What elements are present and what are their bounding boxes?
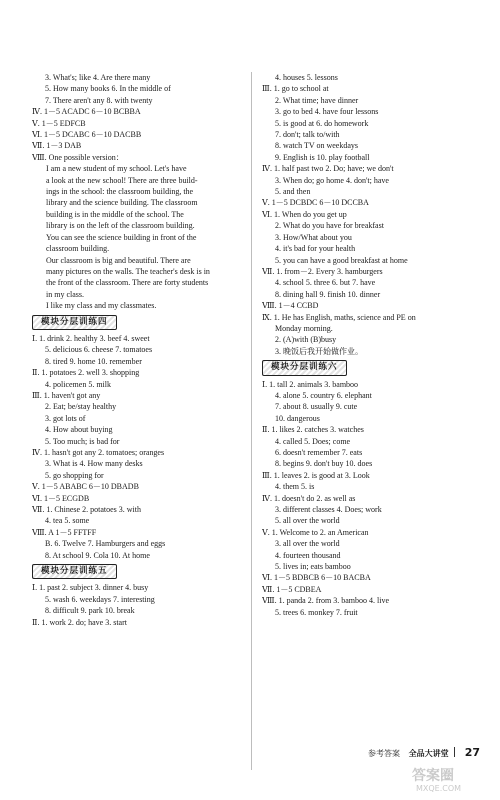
essay-line: library is on the left of the classroom building. — [46, 221, 195, 231]
answer-subline: 5. lives in; eats bamboo — [275, 562, 351, 572]
answer-line: Ⅱ. 1. work 2. do; have 3. start — [32, 617, 127, 627]
answer-line: Ⅲ. 1. haven't got any — [32, 390, 101, 400]
answer-subline: 4. them 5. is — [275, 482, 315, 492]
essay-line: I am a new student of my school. Let's have — [46, 164, 187, 174]
essay-line: the front of the classroom. There are forty students — [46, 278, 209, 288]
answer-line: Ⅲ. 1. leaves 2. is good at 3. Look — [262, 470, 370, 480]
essay-line: a look at the new school! There are three build- — [46, 175, 198, 185]
right-answer-column — [262, 72, 474, 618]
answer-subline: 4. tea 5. some — [45, 516, 90, 526]
watermark-title: 答案圈 — [412, 768, 454, 784]
essay-line: classroom building. — [46, 244, 110, 254]
answer-line: Ⅵ. 1－5 DCABC 6－10 DACBB — [32, 130, 142, 140]
answer-subline: 8. dining hall 9. finish 10. dinner — [275, 289, 381, 299]
answer-subline: 8. begins 9. don't buy 10. does — [275, 459, 373, 469]
page-footer — [300, 747, 480, 763]
answer-line: Ⅲ. 1. go to school at — [262, 84, 329, 94]
answer-subline: 7. There aren't any 8. with twenty — [45, 95, 153, 105]
answer-subline: 5. trees 6. monkey 7. fruit — [275, 607, 358, 617]
answer-subline: 4. policemen 5. milk — [45, 379, 111, 389]
answer-line: Ⅰ. 1. drink 2. healthy 3. beef 4. sweet — [32, 333, 150, 343]
answer-subline: 5. Too much; is bad for — [45, 436, 120, 446]
answer-subline: 4. school 5. three 6. but 7. have — [275, 278, 376, 288]
section-header: 模块分层训练四 — [32, 315, 117, 330]
answer-subline: 3. got lots of — [45, 413, 86, 423]
answer-subline: 3. all over the world — [275, 539, 340, 549]
section-header: 模块分层训练六 — [262, 360, 347, 375]
answer-subline: 2. (A)with (B)busy — [275, 335, 337, 345]
answer-subline: 8. At school 9. Cola 10. At home — [45, 550, 150, 560]
answer-line: Ⅴ. 1. Welcome to 2. an American — [262, 527, 369, 537]
answer-subline: 2. What time; have dinner — [275, 95, 359, 105]
answer-line: Ⅶ. 1－3 DAB — [32, 141, 82, 151]
essay-line: in my class. — [46, 289, 84, 299]
page-number: 27 — [464, 746, 480, 759]
watermark-url: MXQE.COM — [416, 784, 462, 793]
answer-subline: 5. is good at 6. do homework — [275, 118, 369, 128]
answer-subline: 3. When do; go home 4. don't; have — [275, 175, 389, 185]
essay-paragraph — [32, 300, 240, 311]
answer-subline: 7. about 8. usually 9. cute — [275, 402, 358, 412]
answer-subline: 5. and then — [275, 187, 311, 197]
answer-subline: 3. How/What about you — [275, 232, 352, 242]
answer-subline: 10. dangerous — [275, 413, 320, 423]
answer-line: Ⅷ. One possible version： — [32, 152, 124, 162]
essay-line: You can see the science building in front of the — [46, 232, 197, 242]
answer-subline: 8. watch TV on weekdays — [275, 141, 359, 151]
answer-subline: 5. all over the world — [275, 516, 340, 526]
essay-line: ings in the school: the classroom building, the — [46, 187, 194, 197]
answer-subline: 4. How about buying — [45, 425, 113, 435]
answer-subline: 2. What do you have for breakfast — [275, 221, 384, 231]
essay-paragraph — [32, 255, 240, 301]
answer-line: Ⅶ. 1－5 CDBEA — [262, 584, 322, 594]
answer-subline: 3. 晚饭后我开始做作业。 — [275, 346, 363, 356]
answer-line: Ⅱ. 1. likes 2. catches 3. watches — [262, 425, 364, 435]
answer-subline: 8. difficult 9. park 10. break — [45, 606, 135, 616]
answer-line: Ⅰ. 1. past 2. subject 3. dinner 4. busy — [32, 583, 149, 593]
watermark-logo — [410, 764, 488, 794]
answer-subline: 3. What's; like 4. Are there many — [45, 73, 151, 82]
answer-line: Ⅷ. A 1－5 FFTFF — [32, 527, 97, 537]
answer-line: Ⅵ. 1－5 BDBCB 6－10 BACBA — [262, 573, 371, 583]
answer-subline: 5. you can have a good breakfast at home — [275, 255, 408, 265]
answer-line: Ⅳ. 1. half past two 2. Do; have; we don't — [262, 164, 394, 174]
answer-subline: 4. fourteen thousand — [275, 550, 341, 560]
answer-subline: 3. What is 4. How many desks — [45, 459, 143, 469]
answer-line: Ⅰ. 1. tall 2. animals 3. bamboo — [262, 379, 359, 389]
answer-subline: Monday morning. — [275, 323, 333, 333]
essay-line: library and the science building. The classroom — [46, 198, 198, 208]
essay-line: building is in the middle of the school. The — [46, 209, 184, 219]
answer-subline: 5. delicious 6. cheese 7. tomatoes — [45, 345, 153, 355]
essay-line: Our classroom is big and beautiful. There are — [46, 255, 191, 265]
answer-line: Ⅷ. 1. panda 2. from 3. bamboo 4. live — [262, 596, 390, 606]
answer-subline: 7. don't; talk to/with — [275, 130, 340, 140]
answer-subline: 9. English is 10. play football — [275, 152, 370, 162]
answer-line: Ⅴ. 1－5 DCBDC 6－10 DCCBA — [262, 198, 369, 208]
answer-line: Ⅵ. 1. When do you get up — [262, 209, 347, 219]
section-header-row — [32, 561, 240, 582]
answer-line: Ⅱ. 1. potatoes 2. well 3. shopping — [32, 368, 140, 378]
answer-line: Ⅴ. 1－5 EDFCB — [32, 118, 86, 128]
answer-subline: 8. tired 9. home 10. remember — [45, 356, 142, 366]
footer-separator — [454, 747, 455, 757]
footer-label: 参考答案 — [368, 749, 401, 758]
answer-subline: 4. called 5. Does; come — [275, 436, 351, 446]
answer-line: Ⅳ. 1. doesn't do 2. as well as — [262, 493, 356, 503]
answer-line: Ⅶ. 1. from－2. Every 3. hamburgers — [262, 266, 383, 276]
answer-line: Ⅴ. 1－5 ABABC 6－10 DBADB — [32, 482, 139, 492]
footer-brand: 全品大讲堂 — [408, 749, 449, 758]
answer-subline: 3. go to bed 4. have four lessons — [275, 107, 379, 117]
section-header-row — [262, 357, 474, 378]
answer-subline: 4. houses 5. lessons — [275, 73, 338, 82]
answer-subline: 6. doesn't remember 7. eats — [275, 448, 363, 457]
answer-line: Ⅶ. 1. Chinese 2. potatoes 3. with — [32, 505, 141, 515]
answer-subline: 3. different classes 4. Does; work — [275, 505, 382, 515]
answer-subline: 5. wash 6. weekdays 7. interesting — [45, 594, 155, 604]
essay-line: many pictures on the walls. The teacher's desk is in — [46, 266, 210, 276]
answer-subline: B. 6. Twelve 7. Hamburgers and eggs — [45, 539, 166, 549]
answer-subline: 4. it's bad for your health — [275, 244, 356, 254]
answer-line: Ⅳ. 1. hasn't got any 2. tomatoes; oranges — [32, 448, 165, 457]
answer-line: Ⅷ. 1－4 CCBD — [262, 301, 319, 311]
essay-paragraph — [32, 163, 240, 254]
answer-subline: 5. go shopping for — [45, 470, 104, 480]
answer-subline: 2. Eat; be/stay healthy — [45, 402, 117, 412]
answer-line: Ⅳ. 1－5 ACADC 6－10 BCBBA — [32, 107, 141, 117]
section-header: 模块分层训练五 — [32, 564, 117, 579]
answer-subline: 4. alone 5. country 6. elephant — [275, 390, 372, 400]
answer-subline: 5. How many books 6. In the middle of — [45, 84, 171, 94]
answer-line: Ⅸ. 1. He has English, maths, science and PE on — [262, 312, 416, 322]
column-divider — [251, 72, 252, 770]
left-answer-column — [32, 72, 240, 628]
section-header-row — [32, 312, 240, 333]
answer-line: Ⅵ. 1－5 ECGDB — [32, 493, 90, 503]
essay-line: I like my class and my classmates. — [46, 301, 157, 311]
